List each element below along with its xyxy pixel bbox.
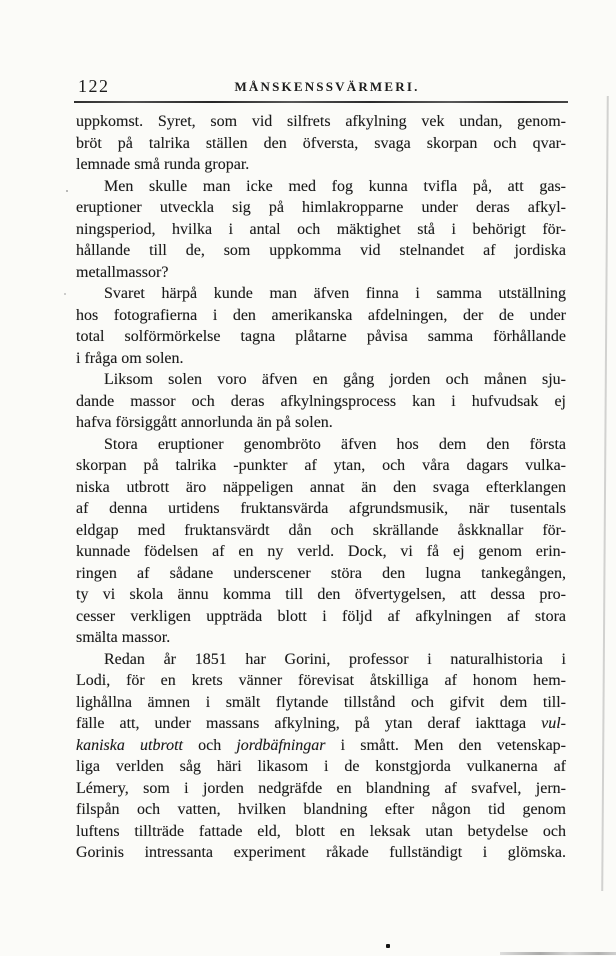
text-line (76, 305, 566, 327)
scan-speck (66, 190, 68, 192)
text-segment: Liksom solen voro äfven en gång jorden och månen sju- (104, 371, 566, 388)
paragraph (76, 283, 566, 369)
text-line (76, 391, 566, 413)
text-segment: Men skulle man icke med fog kunna tvifla på, att gas- (104, 177, 566, 195)
text-line (76, 348, 566, 370)
text-line (76, 369, 566, 391)
text-segment: Gorinis intressanta experiment råkade fullständigt i glömska. (76, 844, 566, 861)
text-line (76, 133, 566, 155)
text-segment: eruptioner utveckla sig på himlakropparne under deras afkyl- (76, 199, 566, 216)
page-number: 122 (78, 76, 110, 96)
text-line (76, 455, 566, 477)
scan-speck (64, 293, 66, 295)
paragraph (76, 434, 566, 649)
text-line (76, 412, 566, 434)
text-segment: cesser verkligen uppträda blott i följd af afkylningen af stora (76, 607, 566, 625)
text-line (76, 498, 566, 520)
text-segment: liga verlden såg häri likasom i de konstgjorda vulkanerna af (76, 758, 566, 775)
text-segment: och (182, 736, 237, 754)
text-segment: kunnade födelsen af en ny verld. Dock, vi få ej genom erin- (76, 543, 566, 560)
text-line (76, 326, 566, 348)
text-line (76, 520, 566, 542)
text-line (76, 606, 566, 628)
page-body (76, 111, 566, 864)
page-header (76, 76, 566, 98)
text-segment: eldgap med fruktansvärdt dån och skrällande åskknallar för- (76, 521, 566, 539)
italic-text: kaniska utbrott (76, 736, 183, 754)
text-segment: fälle att, under massans afkylning, på ytan deraf iakttaga (76, 715, 542, 732)
text-segment: filspån och vatten, hvilken blandning efter någon tid genom (76, 801, 566, 818)
text-segment: metallmassor? (76, 263, 169, 281)
text-segment: i fråga om solen. (76, 349, 184, 367)
text-segment: hållande till de, som uppkomma vid stelnandet af jordiska (76, 242, 566, 259)
text-line (76, 541, 566, 563)
text-line (76, 821, 566, 843)
text-segment: lighållna ämnen i smält flytande tillstånd och gifvit dem till- (76, 693, 566, 711)
scan-smudge (500, 952, 616, 955)
text-line (76, 176, 566, 198)
text-segment: ty vi skola ännu komma till den öfvertygelsen, att dessa pro- (76, 586, 566, 603)
italic-text: jordbäfningar (236, 736, 326, 754)
running-head: MÅNSKENSSVÄRMERI. (234, 79, 420, 94)
text-line (76, 713, 566, 735)
text-line (76, 477, 566, 499)
text-line (76, 197, 566, 219)
text-line (76, 240, 566, 262)
text-line (76, 649, 566, 671)
paragraph (76, 176, 566, 284)
header-rule (74, 101, 568, 103)
text-line (76, 756, 566, 778)
text-line (76, 799, 566, 821)
scan-edge-line (601, 96, 609, 891)
italic-text: vul- (541, 715, 566, 732)
text-segment: Redan år 1851 har Gorini, professor i naturalhistoria i (104, 650, 566, 668)
text-segment: lemnade små runda gropar. (76, 156, 250, 173)
text-segment: hafva försiggått annorlunda än på solen. (76, 414, 333, 431)
text-segment: Lodi, för en krets vänner förevisat åtskilliga af honom hem- (76, 672, 566, 689)
text-segment: ningsperiod, hvilka i antal och mäktighet stå i behörigt för- (76, 220, 566, 238)
text-segment: smälta massor. (76, 629, 171, 646)
text-line (76, 778, 566, 800)
text-line (76, 111, 566, 133)
text-segment: skorpan på talrika -punkter af ytan, och våra dagars vulka- (76, 457, 566, 474)
text-line (76, 735, 566, 757)
scan-speck (386, 944, 390, 948)
text-line (76, 584, 566, 606)
text-line (76, 842, 566, 864)
paragraph (76, 369, 566, 434)
text-segment: Lémery, som i jorden nedgräfde en blandning af svafvel, jern- (76, 779, 566, 797)
paragraph (76, 111, 566, 176)
text-line (76, 262, 566, 284)
text-segment: uppkomst. Syret, som vid silfrets afkylning vek undan, genom- (76, 113, 566, 130)
text-segment: bröt på talrika ställen den öfversta, svaga skorpan och qvar- (76, 134, 566, 152)
text-segment: i smått. Men den vetenskap- (325, 736, 566, 754)
text-segment: Stora eruptioner genombröto äfven hos dem den första (104, 435, 566, 453)
text-segment: dande massor och deras afkylningsprocess kan i hufvudsak ej (76, 392, 566, 410)
text-segment: Svaret härpå kunde man äfven finna i samma utställning (104, 285, 566, 302)
text-line (76, 670, 566, 692)
text-segment: ringen af sådane underscener störa den lugna tankegången, (76, 564, 566, 582)
text-segment: niska utbrott äro näppeligen annat än den svaga efterklangen (76, 478, 566, 496)
text-segment: af denna urtidens fruktansvärda afgrundsmusik, när tusentals (76, 500, 566, 517)
text-line (76, 154, 566, 176)
text-segment: hos fotografierna i den amerikanska afdelningen, der de under (76, 306, 566, 324)
text-line (76, 434, 566, 456)
text-segment: total solförmörkelse tagna plåtarne påvisa samma förhållande (76, 328, 566, 345)
text-line (76, 692, 566, 714)
text-line (76, 563, 566, 585)
text-line (76, 627, 566, 649)
text-line (76, 283, 566, 305)
paragraph (76, 649, 566, 864)
text-line (76, 219, 566, 241)
text-segment: luftens tillträde fattade eld, blott en leksak utan betydelse och (76, 822, 566, 840)
